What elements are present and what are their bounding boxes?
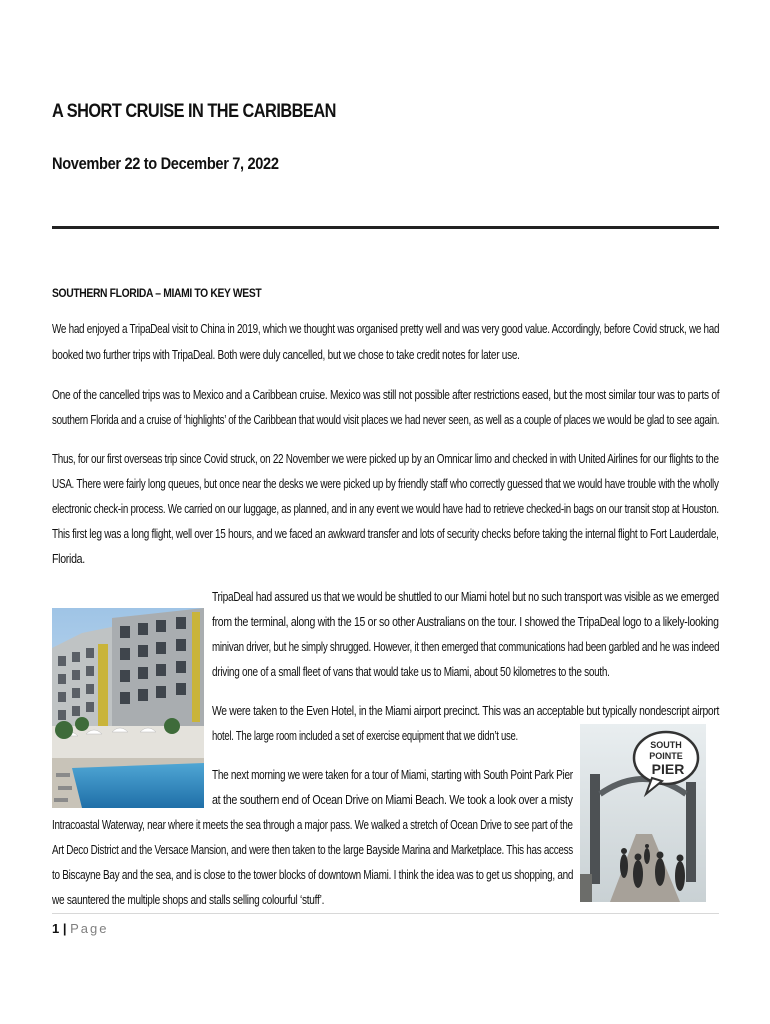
page-number: 1 [52, 921, 60, 936]
paragraph-line: to Biscayne Bay and the sea, and is close to the tower blocks of downtown Miami. I think the idea was to get us shopping, and [52, 868, 574, 882]
paragraph-line: The next morning we were taken for a tour of Miami, starting with South Point Park Pier [212, 768, 573, 782]
pier-photo [580, 724, 706, 902]
paragraph-line: Florida. [52, 552, 85, 566]
sign-text-line: PIER [651, 761, 685, 777]
paragraph-line: Art Deco District and the Versace Mansion, and were then taken to the large Bayside Marina and Marketplace. This has access [52, 843, 573, 857]
paragraph-line: electronic check-in process. We carried on our luggage, as planned, and in any event we would have had to retrieve checked-in bags on our transit stop at Houston. [52, 502, 719, 516]
paragraph-line: USA. There were fairly long queues, but once near the desks we were picked up by friendly staff who correctly guessed that we would have trouble with the wholly [52, 477, 719, 491]
sign-text-line: POINTE [649, 751, 683, 761]
sign-text-line: SOUTH [650, 740, 682, 750]
hotel-photo [52, 608, 204, 808]
paragraph-line: Intracoastal Waterway, near where it meets the sea through a major pass. We walked a stretch of Ocean Drive to see part of the [52, 818, 573, 832]
paragraph-line: minivan driver, but he simply shrugged. However, it then emerged that communications had been garbled and he was indeed [212, 640, 720, 654]
paragraph-line: southern Florida and a cruise of ‘highlights’ of the Caribbean that would visit places we had never seen, as well as a couple of places we would be glad to see again. [52, 413, 720, 427]
paragraph-line: Thus, for our first overseas trip since Covid struck, on 22 November we were picked up by an Omnicar limo and checked in with United Airlines for our flights to the [52, 452, 719, 466]
paragraph-line: at the southern end of Ocean Drive on Miami Beach. We took a look over a misty [212, 793, 573, 807]
footer-divider [52, 913, 719, 914]
title-divider [52, 226, 719, 229]
page-footer [52, 921, 109, 936]
paragraph-line: One of the cancelled trips was to Mexico and a Caribbean cruise. Mexico was still not possible after restrictions eased, but the most similar tour was to parts of [52, 388, 720, 402]
paragraph-line: driving one of a small fleet of vans that would take us to Miami, about 50 kilometres to the south. [212, 665, 610, 679]
paragraph-line: from the terminal, along with the 15 or so other Australians on the tour. I showed the TripaDeal logo to a likely-looking [212, 615, 719, 629]
document-title: A SHORT CRUISE IN THE CARIBBEAN [52, 101, 336, 122]
document-dates: November 22 to December 7, 2022 [52, 154, 279, 173]
paragraph-line: hotel. The large room included a set of exercise equipment that we didn’t use. [212, 729, 518, 743]
section-heading: SOUTHERN FLORIDA – MIAMI TO KEY WEST [52, 286, 262, 300]
paragraph-line: This first leg was a long flight, well over 15 hours, and we faced an awkward transfer and lots of security checks before taking the internal flight to Fort Lauderdale, [52, 527, 719, 541]
page-label: Page [70, 921, 109, 936]
paragraph-line: TripaDeal had assured us that we would be shuttled to our Miami hotel but no such transport was visible as we emerged [212, 590, 719, 604]
paragraph-line: We were taken to the Even Hotel, in the Miami airport precinct. This was an acceptable but typically nondescript airport [212, 704, 720, 718]
footer-separator: | [62, 921, 67, 936]
paragraph-line: booked two further trips with TripaDeal. Both were duly cancelled, but we chose to take credit notes for later use. [52, 348, 520, 362]
paragraph-line: we sauntered the multiple shops and stalls selling colourful ‘stuff’. [52, 893, 325, 907]
paragraph-line: We had enjoyed a TripaDeal visit to China in 2019, which we thought was organised pretty well and was very good value. Accordingly, before Covid struck, we had [52, 322, 720, 336]
